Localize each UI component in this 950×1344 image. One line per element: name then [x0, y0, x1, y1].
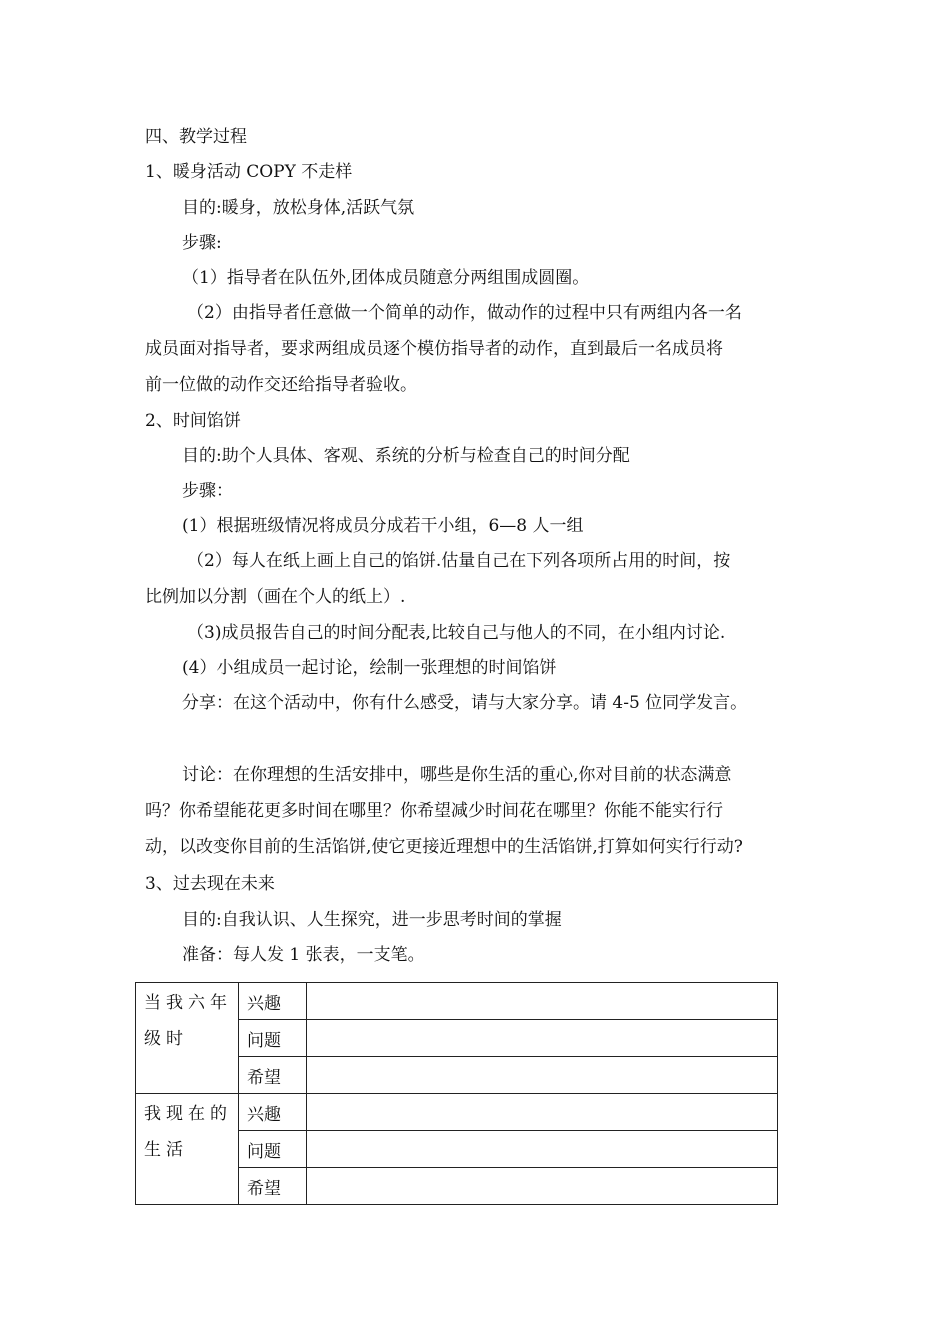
section-2-step-2-line-1: （2）每人在纸上画上自己的馅饼.估量自己在下列各项所占用的时间，按: [187, 551, 731, 571]
group-label-line: 我现在的: [144, 1104, 232, 1124]
answer-cell[interactable]: [307, 983, 778, 1020]
section-2-discuss-line-1: 讨论：在你理想的生活安排中，哪些是你生活的重心,你对目前的状态满意: [182, 765, 732, 785]
section-heading: 四、教学过程: [145, 127, 247, 147]
section-2-title: 2、时间馅饼: [145, 411, 241, 431]
item-label-problem: 问题: [239, 1131, 307, 1168]
answer-cell[interactable]: [307, 1168, 778, 1205]
section-2-share: 分享：在这个活动中，你有什么感受，请与大家分享。请 4-5 位同学发言。: [182, 693, 748, 713]
section-2-discuss-line-3: 动，以改变你目前的生活馅饼,使它更接近理想中的生活馅饼,打算如何实行行动?: [145, 837, 743, 857]
table-row: [136, 1094, 778, 1131]
item-label-hope: 希望: [239, 1168, 307, 1205]
answer-cell[interactable]: [307, 1131, 778, 1168]
section-1-title: 1、暖身活动 COPY 不走样: [145, 162, 353, 182]
section-3-purpose: 目的:自我认识、人生探究，进一步思考时间的掌握: [182, 910, 562, 930]
answer-cell[interactable]: [307, 1057, 778, 1094]
section-1-steps-label: 步骤:: [182, 233, 222, 253]
table-row: [136, 983, 778, 1020]
section-2-step-2-line-2: 比例加以分割（画在个人的纸上）.: [145, 587, 406, 607]
group-label-sixth-grade: [136, 983, 239, 1094]
item-label-hope: 希望: [239, 1057, 307, 1094]
section-3-title: 3、过去现在未来: [145, 874, 275, 894]
group-label-line: 当我六年: [144, 993, 232, 1013]
section-2-discuss-line-2: 吗？你希望能花更多时间在哪里？你希望减少时间花在哪里？你能不能实行行: [145, 801, 723, 821]
answer-cell[interactable]: [307, 1094, 778, 1131]
section-1-step-2-line-2: 成员面对指导者，要求两组成员逐个模仿指导者的动作，直到最后一名成员将: [145, 339, 723, 359]
section-1-step-2-line-3: 前一位做的动作交还给指导者验收。: [145, 375, 417, 395]
section-2-purpose: 目的:助个人具体、客观、系统的分析与检查自己的时间分配: [182, 446, 630, 466]
item-label-interest: 兴趣: [239, 983, 307, 1020]
reflection-table: [135, 982, 778, 1205]
group-label-current-life: [136, 1094, 239, 1205]
section-1-purpose: 目的:暖身，放松身体,活跃气氛: [182, 198, 415, 218]
section-2-steps-label: 步骤：: [182, 481, 233, 501]
group-label-line: 级时: [144, 1029, 188, 1049]
answer-cell[interactable]: [307, 1020, 778, 1057]
item-label-interest: 兴趣: [239, 1094, 307, 1131]
item-label-problem: 问题: [239, 1020, 307, 1057]
section-3-prepare: 准备：每人发 1 张表，一支笔。: [182, 945, 425, 965]
section-1-step-2-line-1: （2）由指导者任意做一个简单的动作，做动作的过程中只有两组内各一名: [187, 303, 742, 323]
section-2-step-3: （3)成员报告自己的时间分配表,比较自己与他人的不同，在小组内讨论.: [187, 623, 726, 643]
section-1-step-1: （1）指导者在队伍外,团体成员随意分两组围成圆圈。: [182, 268, 590, 288]
section-2-step-4: (4）小组成员一起讨论，绘制一张理想的时间馅饼: [182, 658, 557, 678]
section-2-step-1: (1）根据班级情况将成员分成若干小组，6—8 人一组: [182, 516, 584, 536]
group-label-line: 生活: [144, 1140, 188, 1160]
